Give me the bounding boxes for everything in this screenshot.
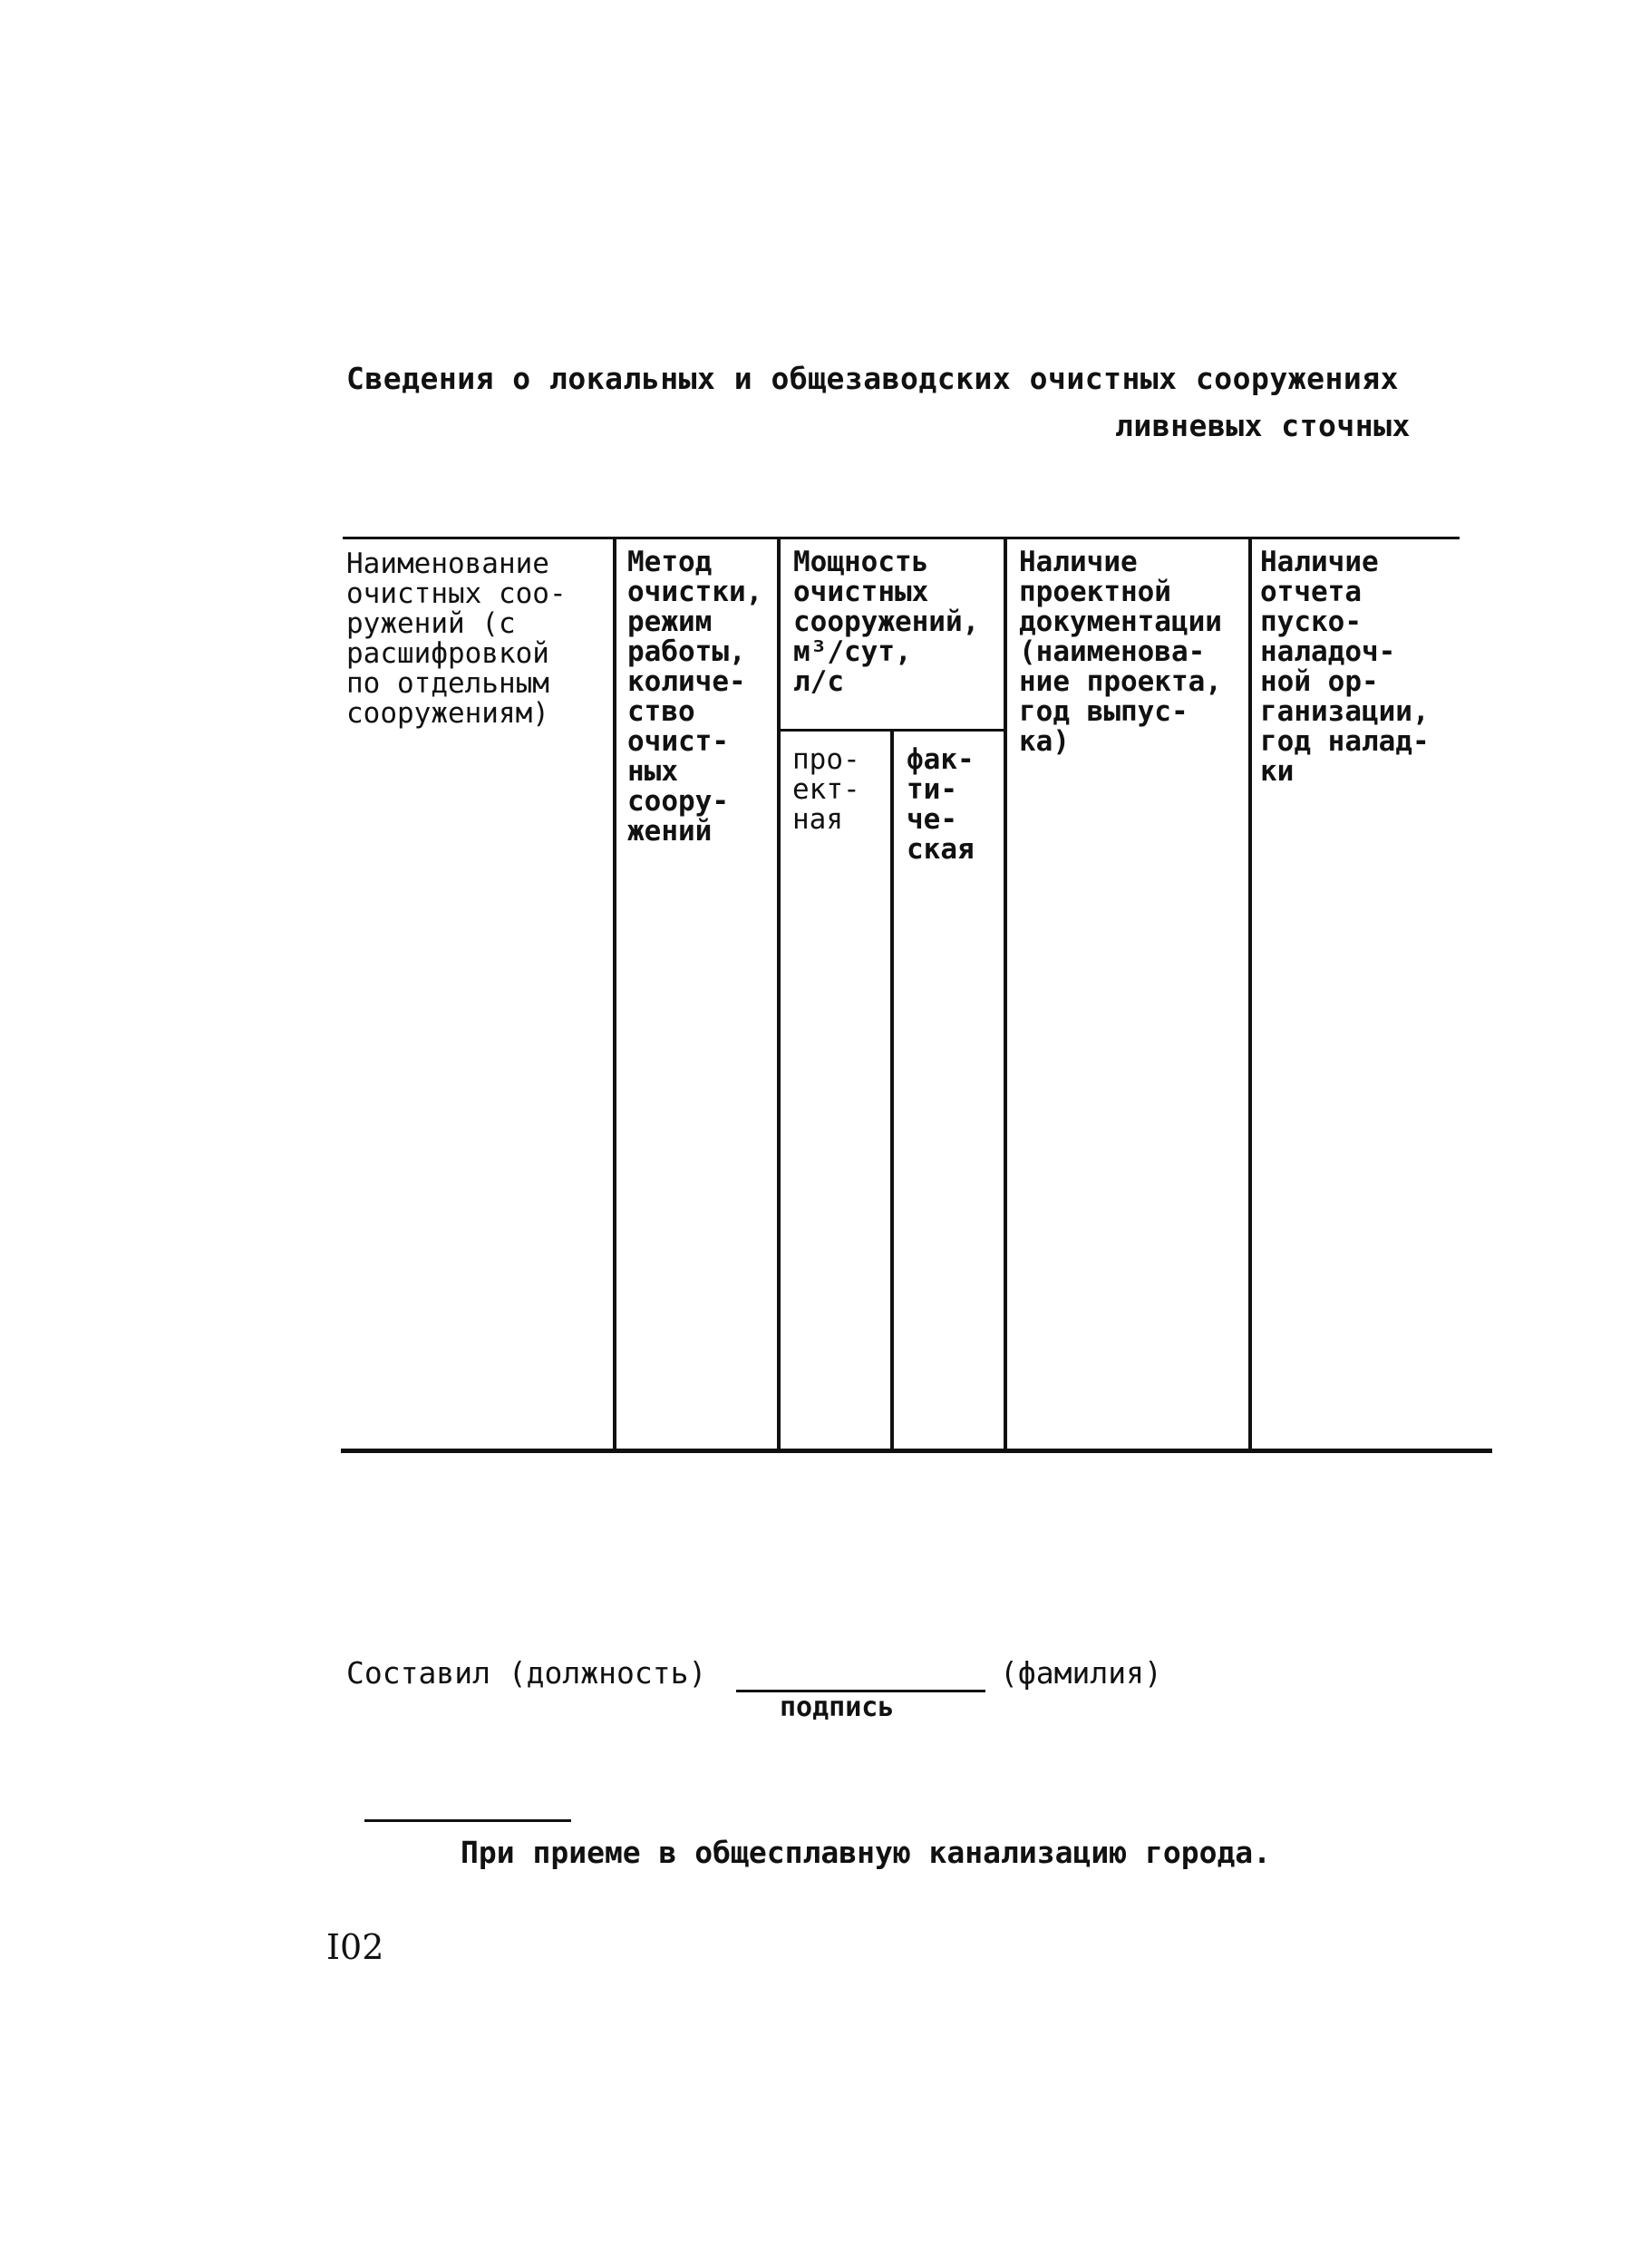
footnote-rule xyxy=(364,1819,571,1822)
header-project-documentation: Наличие проектной документации (наименова- ние проекта, год выпус- ка) xyxy=(1019,546,1222,758)
document-title-line1: Сведения о локальных и общезаводских очистных сооружениях xyxy=(346,361,1399,396)
table-subheader-rule xyxy=(777,729,1007,732)
header-commissioning-report: Наличие отчета пуско- наладоч- ной ор- ганизации, год налад- ки xyxy=(1260,546,1430,788)
header-capacity: Мощность очистных сооружений, м³/сут, л/с xyxy=(793,546,980,698)
compiled-by-label: Составил (должность) xyxy=(346,1655,707,1691)
table-divider-3 xyxy=(890,731,894,1450)
footnote-text: При приеме в общесплавную канализацию города. xyxy=(461,1835,1272,1870)
header-capacity-design: про- ект- ная xyxy=(792,743,860,836)
surname-label: (фамилия) xyxy=(1000,1655,1162,1691)
table-top-rule xyxy=(343,537,1460,539)
document-title-line2: ливневых сточных xyxy=(1115,408,1411,443)
page-number: I02 xyxy=(326,1927,384,1967)
table-divider-2 xyxy=(777,537,781,1450)
table-bottom-rule xyxy=(341,1449,1492,1453)
header-capacity-actual: фак- ти- че- ская xyxy=(907,743,975,866)
table-divider-4 xyxy=(1004,537,1007,1450)
table-divider-1 xyxy=(613,537,616,1450)
table-divider-5 xyxy=(1248,537,1252,1450)
header-name-of-facilities: Наименование очистных соо- ружений (с расшифровкой по отдельным сооружениям) xyxy=(346,548,567,730)
signature-caption: подпись xyxy=(780,1691,895,1723)
header-cleaning-method: Метод очистки, режим работы, количе- ство очист- ных соору- жений xyxy=(627,546,763,848)
